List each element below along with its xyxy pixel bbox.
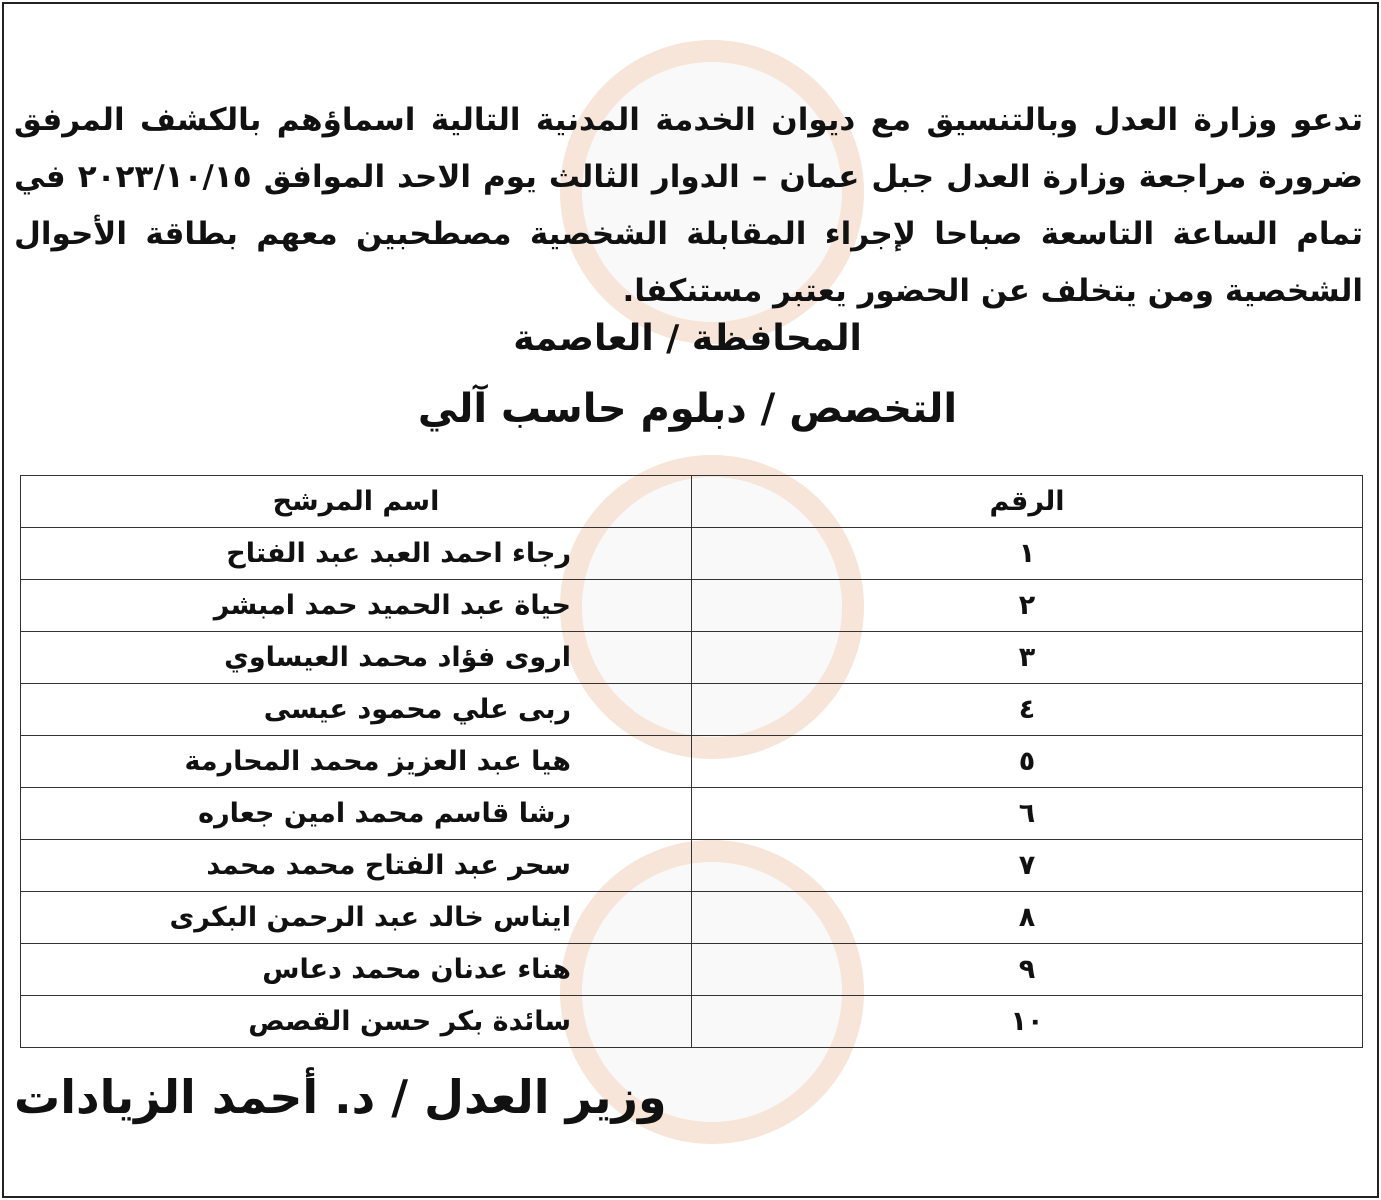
table-row — [21, 788, 1363, 840]
candidate-name: حياة عبد الحميد حمد امبشر — [21, 580, 692, 632]
candidates-table — [20, 475, 1363, 1048]
table-row — [21, 892, 1363, 944]
header-name: اسم المرشح — [21, 476, 692, 528]
row-number: ٦ — [692, 788, 1363, 840]
specialization-heading — [0, 386, 1381, 432]
table-row — [21, 736, 1363, 788]
header-number: الرقم — [692, 476, 1363, 528]
announcement-paragraph: تدعو وزارة العدل وبالتنسيق مع ديوان الخدمة المدنية التالية اسماؤهم بالكشف المرفق ضرورة مراجعة وزارة العدل جبل عمان – الدوار الثالث يوم الاحد الموافق ٢٠٢٣/١٠/١٥ في تمام الساعة التاسعة صباحا لإجراء المقابلة الشخصية مصطحبين معهم بطاقة الأحوال الشخصية ومن يتخلف عن الحضور يعتبر مستنكفا. — [14, 102, 1363, 309]
candidate-name: هيا عبد العزيز محمد المحارمة — [21, 736, 692, 788]
row-number: ٥ — [692, 736, 1363, 788]
row-number: ١ — [692, 528, 1363, 580]
specialization-text: التخصص / دبلوم حاسب آلي — [417, 386, 958, 432]
table-row — [21, 580, 1363, 632]
row-number: ١٠ — [692, 996, 1363, 1048]
row-number: ٣ — [692, 632, 1363, 684]
row-number: ٤ — [692, 684, 1363, 736]
candidate-name: رجاء احمد العبد عبد الفتاح — [21, 528, 692, 580]
candidate-name: سحر عبد الفتاح محمد محمد — [21, 840, 692, 892]
table-row — [21, 528, 1363, 580]
table-row — [21, 944, 1363, 996]
row-number: ٩ — [692, 944, 1363, 996]
table-row — [21, 632, 1363, 684]
candidate-name: سائدة بكر حسن القصص — [21, 996, 692, 1048]
signature: وزير العدل / د. أحمد الزيادات — [14, 1070, 667, 1124]
row-number: ٧ — [692, 840, 1363, 892]
candidate-name: هناء عدنان محمد دعاس — [21, 944, 692, 996]
table-row — [21, 996, 1363, 1048]
table-row — [21, 684, 1363, 736]
table-header-row — [21, 476, 1363, 528]
governorate-text: المحافظة / العاصمة — [513, 318, 862, 359]
candidate-name: ربى علي محمود عيسى — [21, 684, 692, 736]
table-row — [21, 840, 1363, 892]
candidate-name: رشا قاسم محمد امين جعاره — [21, 788, 692, 840]
governorate-heading — [0, 318, 1381, 359]
row-number: ٢ — [692, 580, 1363, 632]
row-number: ٨ — [692, 892, 1363, 944]
candidate-name: اروى فؤاد محمد العيساوي — [21, 632, 692, 684]
candidate-name: ايناس خالد عبد الرحمن البكرى — [21, 892, 692, 944]
